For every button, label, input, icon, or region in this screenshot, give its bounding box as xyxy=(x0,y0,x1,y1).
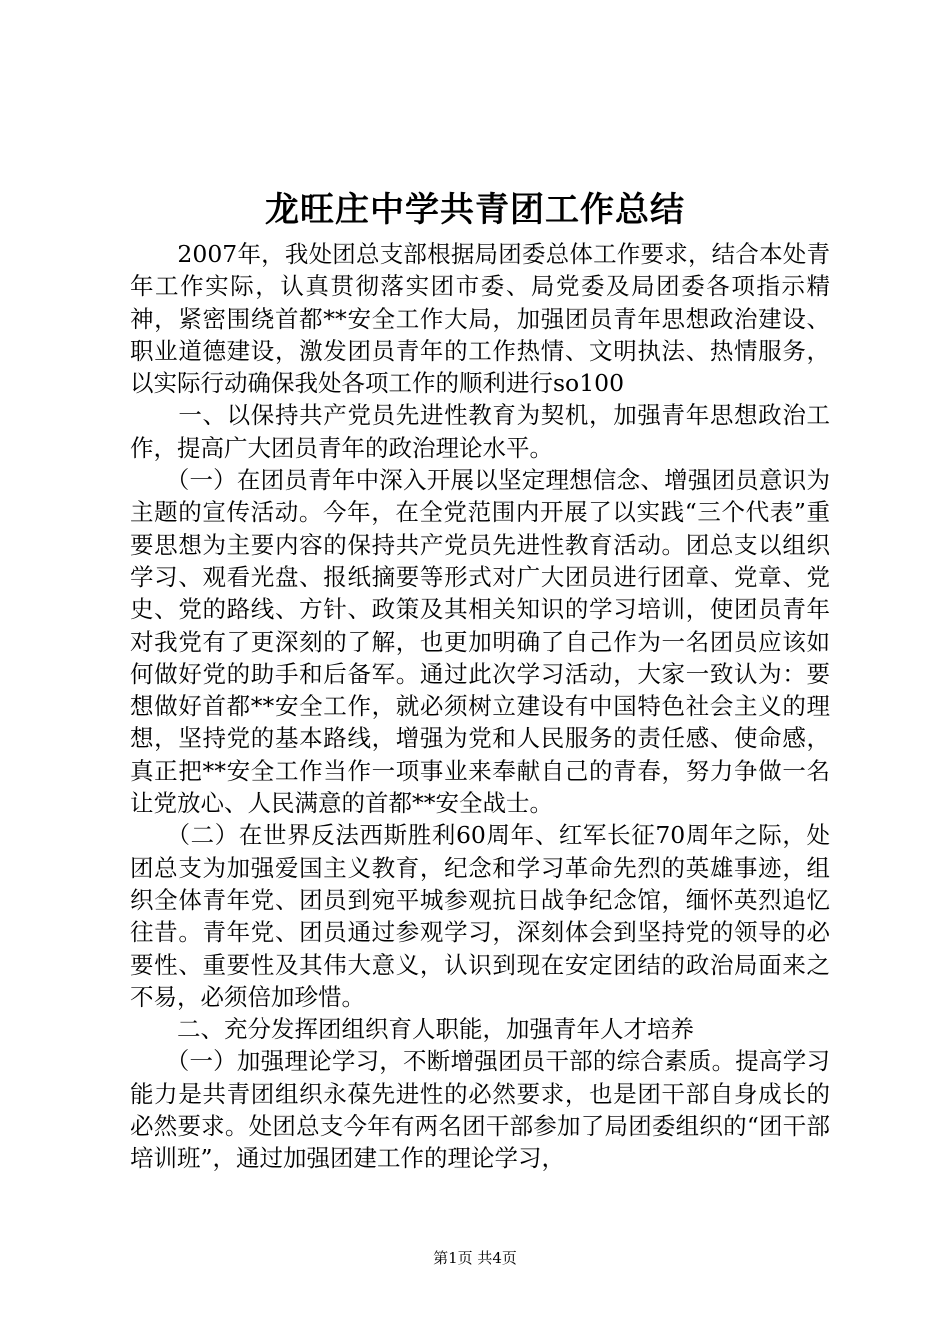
page-number-footer: 第1页 共4页 xyxy=(433,1249,517,1267)
paragraph-section-1-item-2: （二）在世界反法西斯胜利60周年、红军长征70周年之际，处团总支为加强爱国主义教育，纪念和学习革命先烈的英雄事迹，组织全体青年党、团员到宛平城参观抗日战争纪念馆，缅怀英烈追忆往昔。青年党、团员通过参观学习，深刻体会到坚持党的领导的必要性、重要性及其伟大意义，认识到现在安定团结的政治局面来之不易，必须倍加珍惜。 xyxy=(130,821,830,1011)
paragraph-section-1-heading: 一、以保持共产党员先进性教育为契机，加强青年思想政治工作，提高广大团员青年的政治理论水平。 xyxy=(130,401,830,462)
document-body xyxy=(130,238,830,1175)
paragraph-intro: 2007年，我处团总支部根据局团委总体工作要求，结合本处青年工作实际，认真贯彻落实团市委、局党委及局团委各项指示精神，紧密围绕首都**安全工作大局，加强团员青年思想政治建设、职业道德建设，激发团员青年的工作热情、文明执法、热情服务，以实际行动确保我处各项工作的顺利进行so100 xyxy=(130,240,830,398)
paragraph-section-1-item-1: （一）在团员青年中深入开展以坚定理想信念、增强团员意识为主题的宣传活动。今年，在全党范围内开展了以实践“三个代表”重要思想为主要内容的保持共产党员先进性教育活动。团总支以组织学习、观看光盘、报纸摘要等形式对广大团员进行团章、党章、党史、党的路线、方针、政策及其相关知识的学习培训，使团员青年对我党有了更深刻的了解，也更加明确了自己作为一名团员应该如何做好党的助手和后备军。通过此次学习活动，大家一致认为：要想做好首都**安全工作，就必须树立建设有中国特色社会主义的理想，坚持党的基本路线，增强为党和人民服务的责任感、使命感，真正把**安全工作当作一项事业来奉献自己的青春，努力争做一名让党放心、人民满意的首都**安全战士。 xyxy=(130,466,830,818)
paragraph-section-2-heading: 二、充分发挥团组织育人职能，加强青年人才培养 xyxy=(130,1015,694,1044)
document-title: 龙旺庄中学共青团工作总结 xyxy=(265,190,685,230)
paragraph-section-2-item-1: （一）加强理论学习，不断增强团员干部的综合素质。提高学习能力是共青团组织永葆先进性的必然要求，也是团干部自身成长的必然要求。处团总支今年有两名团干部参加了局团委组织的“团干部培训班”，通过加强团建工作的理论学习， xyxy=(130,1047,830,1173)
